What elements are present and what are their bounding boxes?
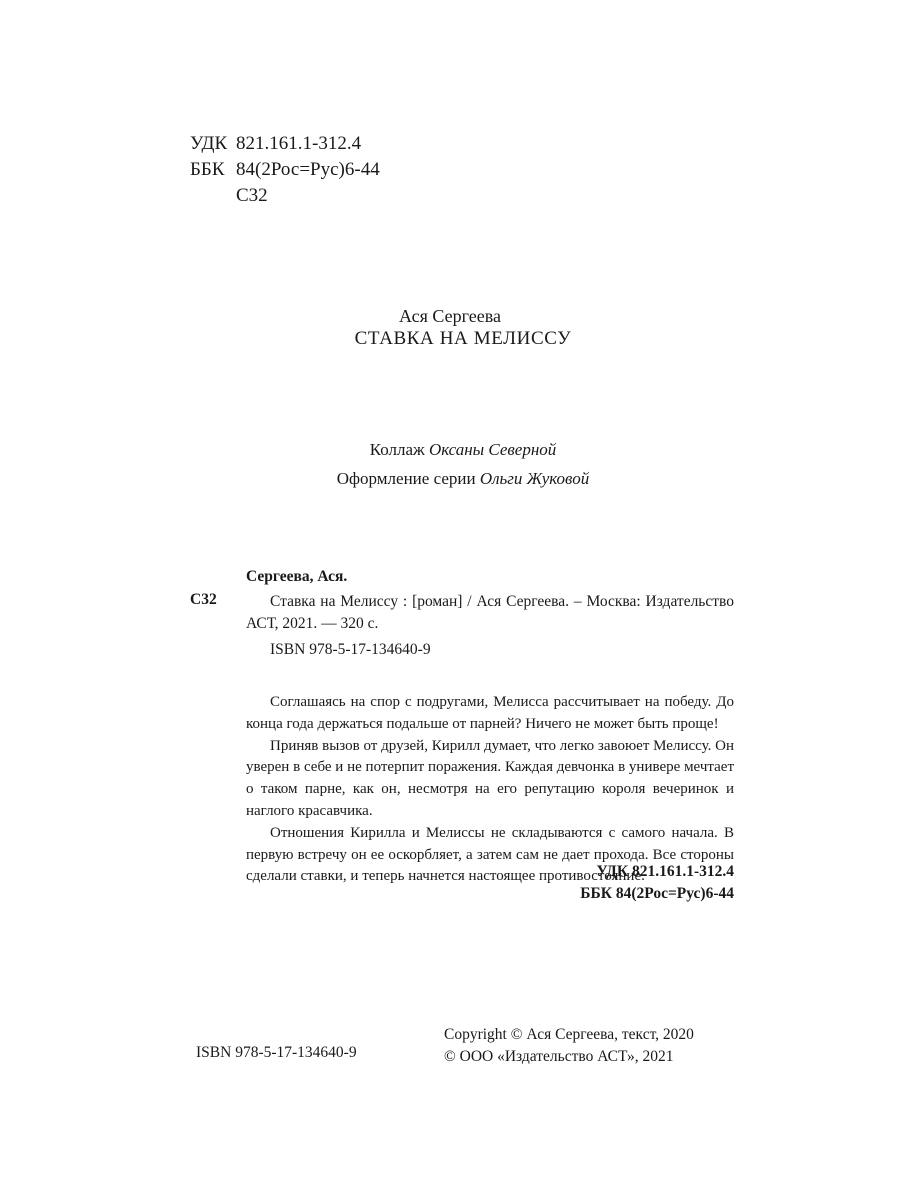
annotation-codes (500, 861, 734, 905)
copyright-text: Copyright © Ася Сергеева, текст, 2020 (444, 1026, 694, 1043)
catalog-isbn: ISBN 978-5-17-134640-9 (270, 641, 431, 658)
footer-isbn: ISBN 978-5-17-134640-9 (196, 1044, 357, 1061)
bbk-line (190, 157, 380, 183)
annotation (246, 692, 734, 888)
design-name: Ольги Жуковой (479, 469, 590, 488)
design-prefix: Оформление серии (336, 469, 476, 488)
annotation-paragraph: Отношения Кирилла и Мелиссы не складываются с самого начала. В первую встречу он ее оскорбляет, а затем сам не дает прохода. Все стороны сделали ставки, и теперь начнется настоящее противостояние. (246, 824, 734, 885)
design-credit (0, 469, 900, 489)
copyright-publisher: © ООО «Издательство АСТ», 2021 (444, 1048, 674, 1065)
catalog-description: Ставка на Мелиссу : [роман] / Ася Сергеева. – Москва: Издательство АСТ, 2021. — 320 с. (246, 593, 734, 632)
bbk-value: 84(2Рос=Рус)6-44 (236, 159, 380, 180)
book-title: СТАВКА НА МЕЛИССУ (354, 328, 572, 349)
collage-name: Оксаны Северной (429, 440, 557, 459)
udk-line (190, 131, 380, 157)
annotation-paragraph: Приняв вызов от друзей, Кирилл думает, что легко завоюет Мелиссу. Он уверен в себе и не потерпит поражения. Каждая девчонка в универе мечтает о таком парне, как он, несмотря на его репутацию короля вечеринок и наглого красавчика. (246, 737, 734, 819)
collage-prefix: Коллаж (369, 440, 425, 459)
classification-codes (190, 131, 380, 209)
annotation-bbk: ББК 84(2Рос=Рус)6-44 (580, 885, 734, 902)
author-mark: С32 (236, 185, 268, 206)
book-author: Ася Сергеева (399, 306, 501, 326)
udk-label: УДК (190, 133, 228, 154)
collage-credit (0, 440, 900, 460)
catalog-code: С32 (190, 591, 217, 608)
catalog-author-heading: Сергеева, Ася. (246, 568, 348, 585)
copyright-block (444, 1024, 694, 1068)
annotation-udk: УДК 821.161.1-312.4 (596, 863, 734, 880)
annotation-paragraph: Соглашаясь на спор с подругами, Мелисса рассчитывает на победу. До конца года держаться подальше от парней? Ничего не может быть проще! (246, 694, 734, 732)
udk-value: 821.161.1-312.4 (236, 133, 362, 154)
bbk-label: ББК (190, 159, 225, 180)
